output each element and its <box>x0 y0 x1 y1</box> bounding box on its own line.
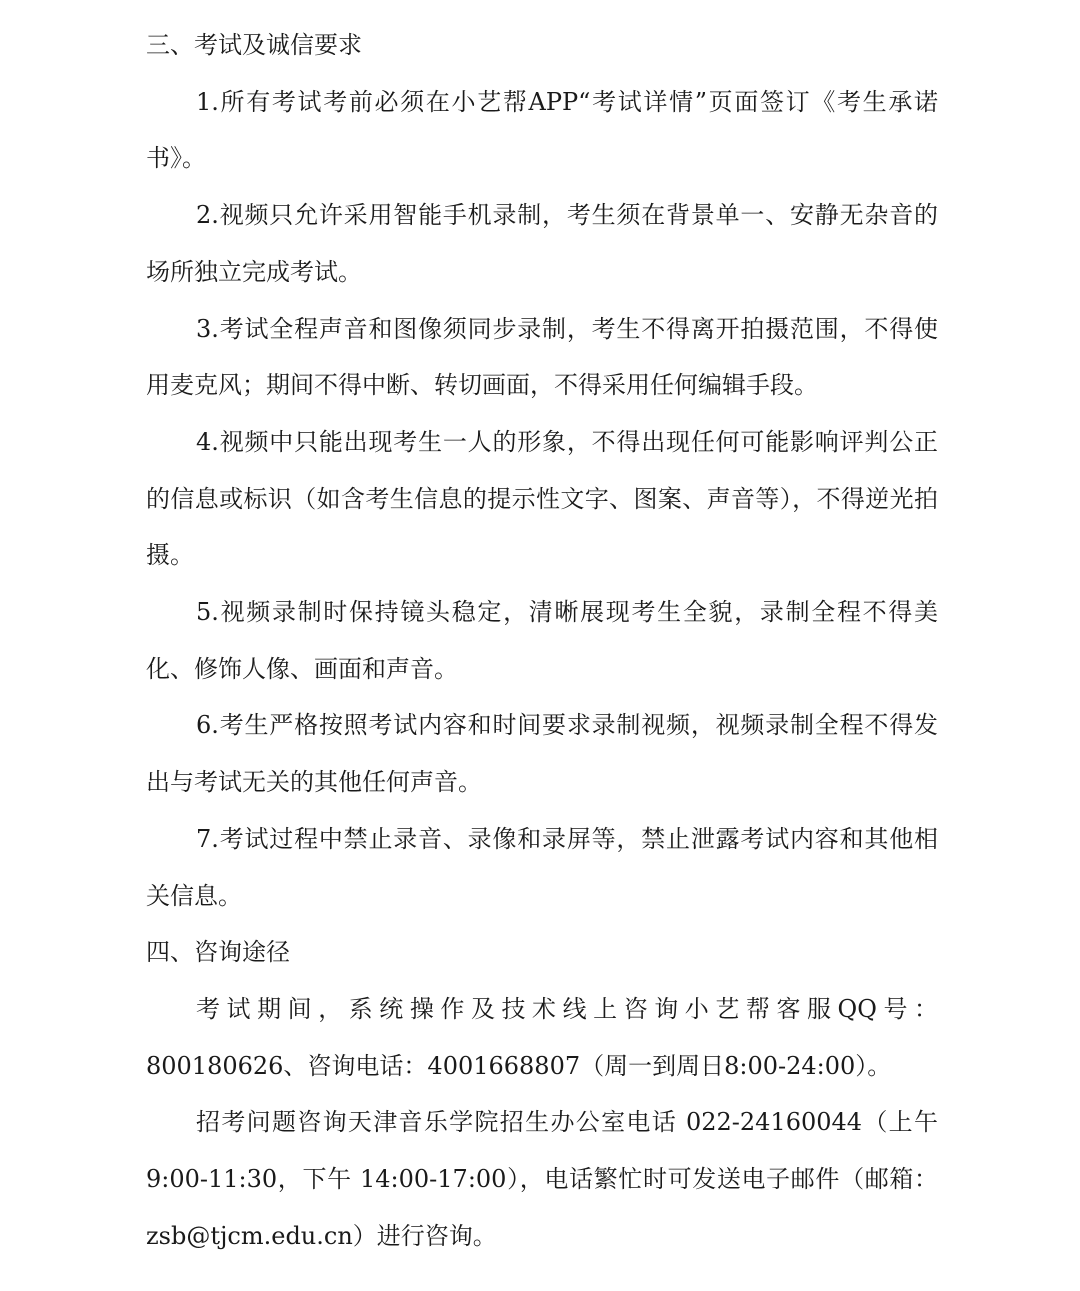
section-3-item-4: 4.视频中只能出现考生一人的形象，不得出现任何可能影响评判公正的信息或标识（如含考生信息的提示性文字、图案、声音等），不得逆光拍摄。 <box>146 427 938 570</box>
section-3-item-5: 5.视频录制时保持镜头稳定，清晰展现考生全貌，录制全程不得美化、修饰人像、画面和声音。 <box>146 598 938 683</box>
consultation-paragraph-system: 考试期间，系统操作及技术线上咨询小艺帮客服QQ号：800180626、咨询电话：4001668807（周一到周日8:00-24:00）。 <box>146 994 938 1080</box>
section-3-item-6: 6.考生严格按照考试内容和时间要求录制视频，视频录制全程不得发出与考试无关的其他任何声音。 <box>146 711 938 797</box>
section-3-item-3: 3.考试全程声音和图像须同步录制，考生不得离开拍摄范围，不得使用麦克风；期间不得中断、转切画面，不得采用任何编辑手段。 <box>146 314 938 400</box>
consultation-paragraph-admissions: 招考问题咨询天津音乐学院招生办公室电话 022-24160044（上午9:00-11:30，下午 14:00-17:00），电话繁忙时可发送电子邮件（邮箱：zsb@tjcm.edu.cn）进行咨询。 <box>146 1108 938 1250</box>
section-3-heading: 三、考试及诚信要求 <box>146 31 362 59</box>
section-3-item-2: 2.视频只允许采用智能手机录制，考生须在背景单一、安静无杂音的场所独立完成考试。 <box>146 201 938 286</box>
section-4-heading: 四、咨询途径 <box>146 938 290 967</box>
section-3-item-1: 1.所有考试考前必须在小艺帮APP“考试详情”页面签订《考生承诺书》。 <box>146 87 938 173</box>
section-3-item-7: 7.考试过程中禁止录音、录像和录屏等，禁止泄露考试内容和其他相关信息。 <box>146 824 938 910</box>
document-page <box>146 17 938 1264</box>
